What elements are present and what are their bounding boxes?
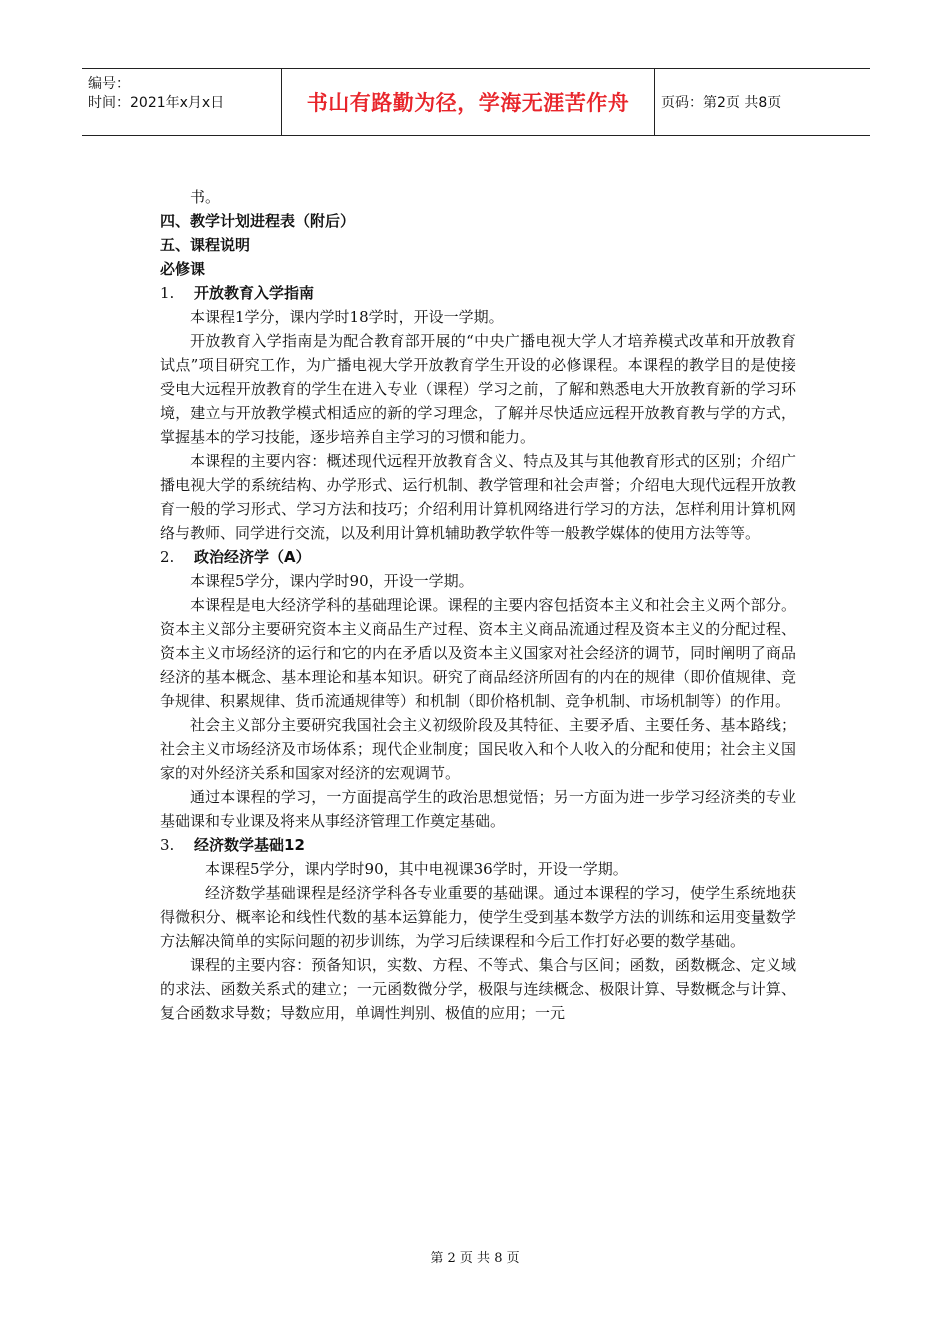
page-label: 页码：第2页 共8页	[661, 95, 782, 111]
paragraph: 本课程的主要内容：概述现代远程开放教育含义、特点及其与其他教育形式的区别；介绍广播电视大学的系统结构、办学形式、运行机制、教学管理和社会声誉；介绍电大现代远程开放教育一般的学习形式、学习方法和技巧；介绍利用计算机网络进行学习的方法，怎样利用计算机网络与教师、同学进行交流，以及利用计算机辅助教学软件等一般教学媒体的使用方法等等。	[160, 452, 796, 542]
paragraph: 开放教育入学指南是为配合教育部开展的“中央广播电视大学人才培养模式改革和开放教育试点”项目研究工作，为广播电视大学开放教育学生开设的必修课程。本课程的教学目的是使接受电大远程开放教育的学生在进入专业（课程）学习之前，了解和熟悉电大开放教育新的学习环境，建立与开放教学模式相适应的新的学习理念，了解并尽快适应远程开放教育教与学的方式，掌握基本的学习技能，逐步培养自主学习的习惯和能力。	[160, 332, 796, 446]
required-courses-heading: 必修课	[160, 260, 206, 278]
paragraph: 社会主义部分主要研究我国社会主义初级阶段及其特征、主要矛盾、主要任务、基本路线；社会主义市场经济及市场体系；现代企业制度；国民收入和个人收入的分配和使用；社会主义国家的对外经济关系和国家对经济的宏观调节。	[160, 716, 796, 782]
course-number: 1.	[160, 284, 175, 302]
header-motto-cell	[282, 69, 655, 135]
paragraph: 本课程5学分，课内学时90，其中电视课36学时，开设一学期。	[205, 860, 628, 878]
document-body	[160, 185, 796, 1025]
header-page-cell	[655, 69, 870, 135]
section-heading-5: 五、课程说明	[160, 236, 251, 254]
paragraph: 本课程是电大经济学科的基础理论课。课程的主要内容包括资本主义和社会主义两个部分。资本主义部分主要研究资本主义商品生产过程、资本主义商品流通过程及资本主义的分配过程、资本主义市场经济的运行和它的内在矛盾以及资本主义国家对社会经济的调节，同时阐明了商品经济的基本概念、基本理论和基本知识。研究了商品经济所固有的内在的规律（即价值规律、竞争规律、积累规律、货币流通规律等）和机制（即价格机制、竞争机制、市场机制等）的作用。	[160, 596, 796, 710]
course-number: 3.	[160, 836, 175, 854]
section-heading-4: 四、教学计划进程表（附后）	[160, 212, 356, 230]
paragraph: 本课程5学分，课内学时90，开设一学期。	[190, 572, 474, 590]
course-heading-2	[160, 545, 796, 569]
code-label: 编号：	[88, 76, 130, 92]
page-header	[82, 68, 870, 136]
course-title: 经济数学基础12	[194, 836, 305, 854]
paragraph: 本课程1学分，课内学时18学时，开设一学期。	[190, 308, 504, 326]
course-title: 政治经济学（A）	[194, 548, 311, 566]
header-meta	[82, 69, 282, 135]
course-title: 开放教育入学指南	[194, 284, 315, 302]
motto: 书山有路勤为径，学海无涯苦作舟	[306, 91, 630, 115]
course-number: 2.	[160, 548, 175, 566]
paragraph: 通过本课程的学习，一方面提高学生的政治思想觉悟；另一方面为进一步学习经济类的专业基础课和专业课及将来从事经济管理工作奠定基础。	[160, 788, 796, 830]
continued-text: 书。	[190, 188, 221, 206]
paragraph: 课程的主要内容：预备知识，实数、方程、不等式、集合与区间；函数，函数概念、定义域的求法、函数关系式的建立；一元函数微分学，极限与连续概念、极限计算、导数概念与计算、复合函数求导数；导数应用，单调性判别、极值的应用；一元	[160, 956, 796, 1022]
course-heading-1	[160, 281, 796, 305]
paragraph: 经济数学基础课程是经济学科各专业重要的基础课。通过本课程的学习，使学生系统地获得微积分、概率论和线性代数的基本运算能力，使学生受到基本数学方法的训练和运用变量数学方法解决简单的实际问题的初步训练，为学习后续课程和今后工作打好必要的数学基础。	[160, 884, 796, 950]
page-footer: 第 2 页 共 8 页	[430, 1251, 520, 1266]
course-heading-3	[160, 833, 796, 857]
date-label: 时间：2021年x月x日	[88, 95, 225, 111]
